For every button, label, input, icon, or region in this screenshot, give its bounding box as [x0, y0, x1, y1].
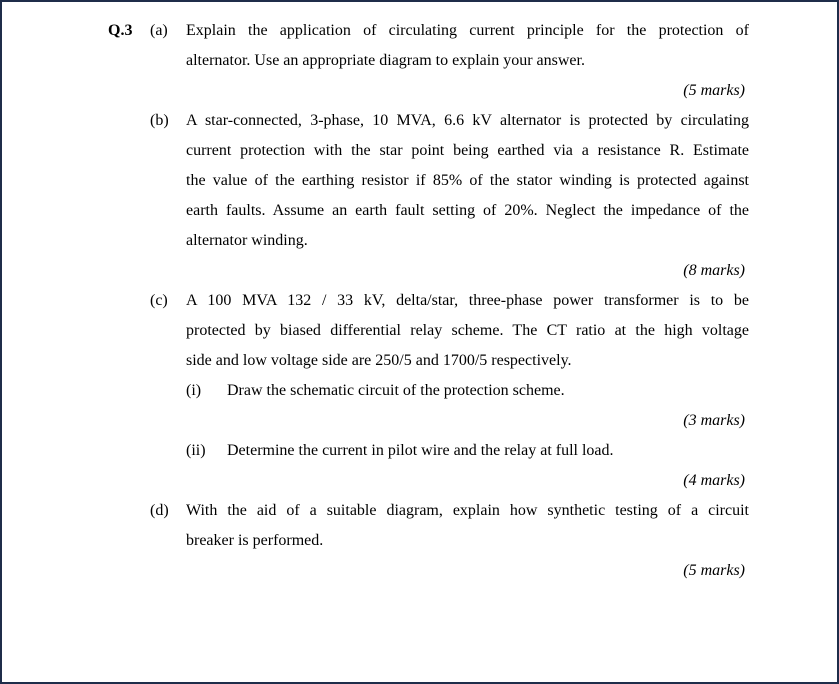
part-d-line-1: With the aid of a suitable diagram, explain how synthetic testing of a circuit — [186, 502, 749, 519]
part-a-label: (a) — [150, 22, 168, 39]
part-d-line-2: breaker is performed. — [186, 532, 324, 549]
subpart-ii-marks: (4 marks) — [683, 472, 745, 489]
part-a-line-2: alternator. Use an appropriate diagram to explain your answer. — [186, 52, 585, 69]
part-b-line-4: earth faults. Assume an earth fault setting of 20%. Neglect the impedance of the — [186, 202, 749, 219]
part-b-line-1: A star-connected, 3-phase, 10 MVA, 6.6 kV alternator is protected by circulating — [186, 112, 749, 129]
part-b-line-5: alternator winding. — [186, 232, 308, 249]
subpart-i-label: (i) — [186, 382, 202, 399]
part-b-label: (b) — [150, 112, 169, 129]
subpart-ii-text: Determine the current in pilot wire and the relay at full load. — [227, 442, 614, 459]
part-b-line-2: current protection with the star point being earthed via a resistance R. Estimate — [186, 142, 749, 159]
part-c-line-1: A 100 MVA 132 / 33 kV, delta/star, three-phase power transformer is to be — [186, 292, 749, 309]
part-a-marks: (5 marks) — [683, 82, 745, 99]
part-d-label: (d) — [150, 502, 169, 519]
part-c-line-2: protected by biased differential relay scheme. The CT ratio at the high voltage — [186, 322, 749, 339]
subpart-ii-label: (ii) — [186, 442, 206, 459]
part-b-marks: (8 marks) — [683, 262, 745, 279]
part-d-marks: (5 marks) — [683, 562, 745, 579]
part-a-line-1: Explain the application of circulating current principle for the protection of — [186, 22, 749, 39]
part-b-line-3: the value of the earthing resistor if 85% of the stator winding is protected against — [186, 172, 749, 189]
subpart-i-marks: (3 marks) — [683, 412, 745, 429]
question-number: Q.3 — [108, 22, 133, 39]
part-c-line-3: side and low voltage side are 250/5 and 1700/5 respectively. — [186, 352, 572, 369]
part-c-label: (c) — [150, 292, 168, 309]
subpart-i-text: Draw the schematic circuit of the protection scheme. — [227, 382, 565, 399]
